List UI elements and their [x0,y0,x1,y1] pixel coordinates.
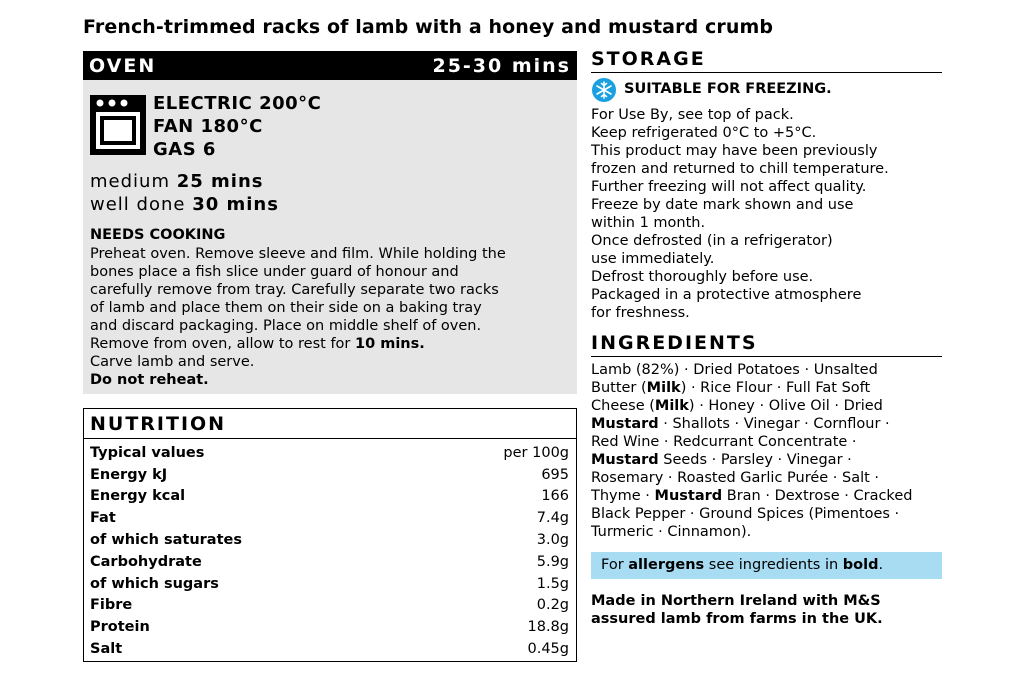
nutrition-row [90,616,569,638]
nutrition-row [90,638,569,660]
nutrition-row [90,595,569,617]
storage-line: Once defrosted (in a refrigerator) [591,233,833,249]
ingredient-line [591,487,912,505]
nutrition-row [90,507,569,529]
ingredient-text: Thyme · [591,488,655,504]
allergen-ingredient: Milk [646,380,681,396]
product-title: French-trimmed racks of lamb with a honey and mustard crumb [83,16,774,38]
nutrient-value: 0.2g [536,597,569,614]
nutrient-value: 166 [541,488,569,505]
ingredients-heading: INGREDIENTS [591,332,758,354]
ingredient-text: Cheese ( [591,398,655,414]
temp-gas: GAS 6 [153,139,216,160]
storage-line: within 1 month. [591,215,706,231]
no-reheat-warning: Do not reheat. [90,372,209,388]
nutrient-name: Carbohydrate [90,553,202,570]
instruction-line: Preheat oven. Remove sleeve and film. While holding the [90,246,506,262]
divider [591,356,942,357]
storage-line: For Use By, see top of pack. [591,107,794,123]
nutrient-name: Fat [90,510,116,527]
instruction-line: carefully remove from tray. Carefully separate two racks [90,282,499,298]
time-medium: medium 25 mins [90,171,264,192]
oven-temperatures [153,92,321,161]
nutrition-heading: NUTRITION [90,413,227,435]
nutrient-value: 1.5g [536,575,569,592]
nutrient-name: Energy kcal [90,488,186,505]
nutrition-table [83,408,577,662]
oven-icon [90,95,146,155]
nutrient-name: of which sugars [90,575,219,592]
snowflake-icon [592,78,616,102]
ingredient-text: ) · Honey · Olive Oil · Dried [688,398,883,414]
ingredient-line [591,433,912,451]
nutrient-value: 5.9g [536,553,569,570]
storage-line: Keep refrigerated 0°C to +5°C. [591,125,817,141]
instruction-line: of lamb and place them on their side on a baking tray [90,300,482,316]
nutrient-name: Salt [90,641,123,658]
allergen-note: For allergens see ingredients in bold. [591,552,942,579]
divider [84,438,576,439]
allergen-ingredient: Mustard [654,488,723,504]
ingredient-line [591,523,912,541]
storage-line: This product may have been previously [591,143,878,159]
nutrient-value: 0.45g [527,641,569,658]
ingredient-text: Turmeric · Cinnamon). [591,524,752,540]
ingredient-text: Butter ( [591,380,647,396]
nutrient-value: 695 [541,466,569,483]
nutrition-row [90,529,569,551]
storage-instructions [591,106,889,322]
instruction-line: Carve lamb and serve. [90,354,255,370]
storage-line: for freshness. [591,305,690,321]
ingredient-text: · Shallots · Vinegar · Cornflour · [658,416,890,432]
ingredient-text: Seeds · Parsley · Vinegar · [658,452,852,468]
allergen-ingredient: Milk [654,398,689,414]
freezing-suitability: SUITABLE FOR FREEZING. [624,81,832,97]
allergen-ingredient: Mustard [591,452,659,468]
oven-duration: 25-30 mins [432,55,571,77]
cooking-times [90,170,279,216]
oven-heading: OVEN [89,55,157,77]
instruction-line: and discard packaging. Place on middle shelf of oven. [90,318,482,334]
ingredient-line [591,451,912,469]
allergen-ingredient: Mustard [591,416,659,432]
nutrient-name: Typical values [90,444,205,461]
ingredients-list [591,361,912,541]
nutrient-name: Protein [90,619,150,636]
temp-fan: FAN 180°C [153,116,263,137]
nutrient-value: per 100g [503,444,569,461]
ingredient-text: Black Pepper · Ground Spices (Pimentoes · [591,506,900,522]
divider [591,72,942,73]
nutrition-row [90,464,569,486]
nutrition-rows [90,442,569,660]
storage-line: use immediately. [591,251,715,267]
ingredient-text: Bran · Dextrose · Cracked [722,488,913,504]
storage-line: Packaged in a protective atmosphere [591,287,862,303]
cooking-instructions [90,245,574,389]
origin-statement: Made in Northern Ireland with M&S assured lamb from farms in the UK. [591,593,883,627]
time-well-done: well done 30 mins [90,194,279,215]
instruction-line: bones place a fish slice under guard of honour and [90,264,459,280]
oven-header [83,51,577,80]
instruction-line: Remove from oven, allow to rest for 10 mins. [90,336,425,352]
ingredient-text: Lamb (82%) · Dried Potatoes · Unsalted [591,362,878,378]
storage-line: frozen and returned to chill temperature. [591,161,889,177]
ingredient-line [591,361,912,379]
nutrient-value: 3.0g [536,532,569,549]
ingredient-line [591,379,912,397]
nutrient-name: Fibre [90,597,133,614]
ingredient-line [591,469,912,487]
storage-line: Further freezing will not affect quality. [591,179,867,195]
ingredient-line [591,505,912,523]
storage-line: Defrost thoroughly before use. [591,269,814,285]
storage-line: Freeze by date mark shown and use [591,197,854,213]
nutrient-value: 7.4g [536,510,569,527]
nutrient-value: 18.8g [527,619,569,636]
nutrient-name: Energy kJ [90,466,168,483]
temp-electric: ELECTRIC 200°C [153,93,322,114]
ingredient-text: Red Wine · Redcurrant Concentrate · [591,434,857,450]
ingredient-text: Rosemary · Roasted Garlic Purée · Salt · [591,470,880,486]
needs-cooking-heading: NEEDS COOKING [90,227,226,243]
nutrition-row [90,486,569,508]
storage-heading: STORAGE [591,48,706,70]
nutrition-row [90,573,569,595]
ingredient-text: ) · Rice Flour · Full Fat Soft [680,380,871,396]
nutrition-row [90,551,569,573]
ingredient-line [591,415,912,433]
ingredient-line [591,397,912,415]
nutrition-row [90,442,569,464]
nutrient-name: of which saturates [90,532,242,549]
